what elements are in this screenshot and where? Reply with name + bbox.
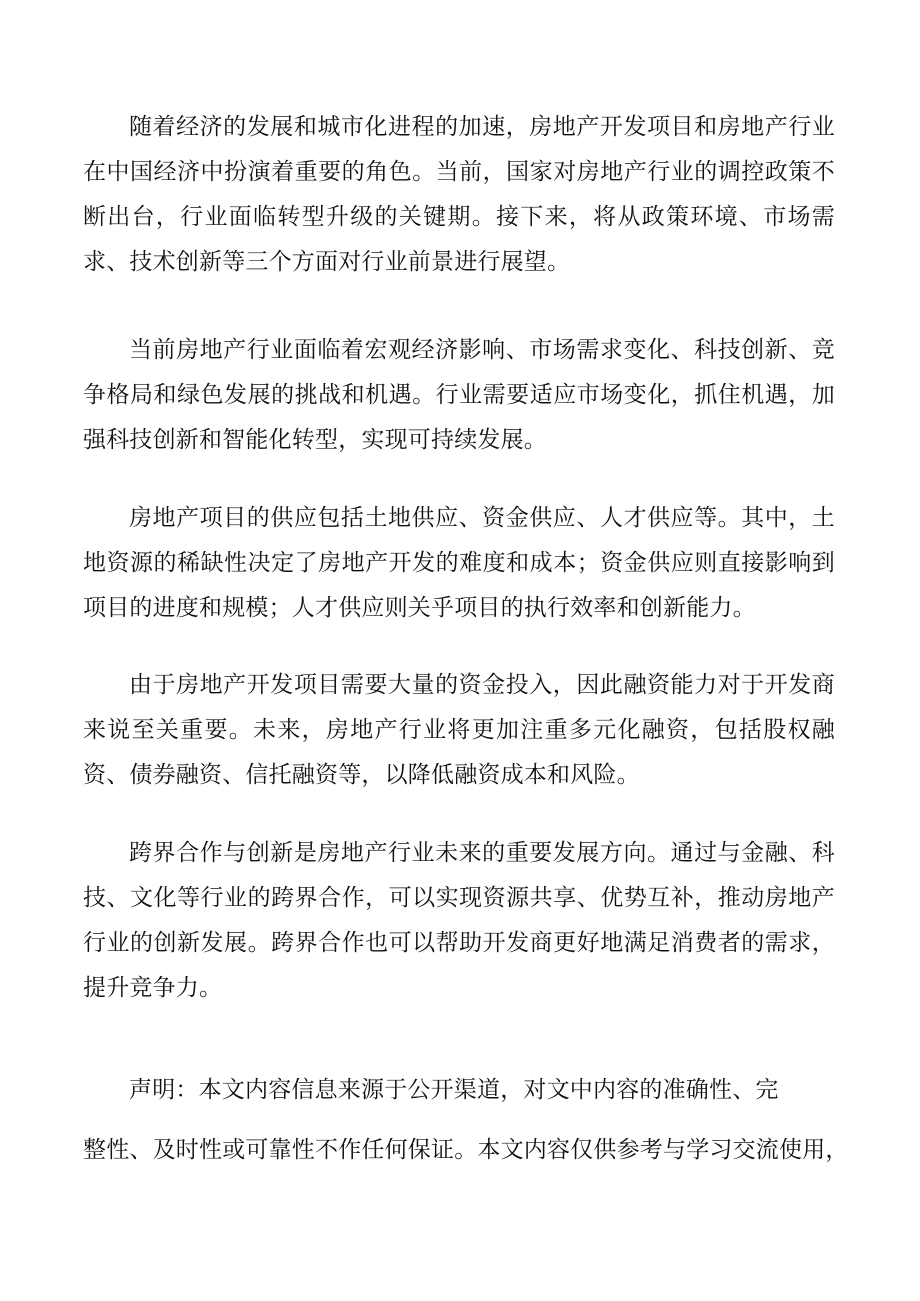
disclaimer xyxy=(83,1068,849,1173)
paragraph-5: 跨界合作与创新是房地产行业未来的重要发展方向。通过与金融、科技、文化等行业的跨界合作，可以实现资源共享、优势互补，推动房地产行业的创新发展。跨界合作也可以帮助开发商更好地满足消费者的需求，提升竞争力。 xyxy=(83,840,835,1001)
paragraph-2: 当前房地产行业面临着宏观经济影响、市场需求变化、科技创新、竞争格局和绿色发展的挑战和机遇。行业需要适应市场变化，抓住机遇，加强科技创新和智能化转型，实现可持续发展。 xyxy=(83,337,835,453)
disclaimer-line-2: 整性、及时性或可靠性不作任何保证。本文内容仅供参考与学习交流使用， xyxy=(83,1137,849,1163)
paragraph-4: 由于房地产开发项目需要大量的资金投入，因此融资能力对于开发商来说至关重要。未来，房地产行业将更加注重多元化融资，包括股权融资、债券融资、信托融资等，以降低融资成本和风险。 xyxy=(83,672,835,788)
paragraph-3: 房地产项目的供应包括土地供应、资金供应、人才供应等。其中，土地资源的稀缺性决定了房地产开发的难度和成本；资金供应则直接影响到项目的进度和规模；人才供应则关乎项目的执行效率和创新能力。 xyxy=(83,505,835,621)
paragraph-1: 随着经济的发展和城市化进程的加速，房地产开发项目和房地产行业在中国经济中扮演着重要的角色。当前，国家对房地产行业的调控政策不断出台，行业面临转型升级的关键期。接下来，将从政策环境、市场需求、技术创新等三个方面对行业前景进行展望。 xyxy=(83,114,835,275)
disclaimer-line-1: 声明：本文内容信息来源于公开渠道，对文中内容的准确性、完 xyxy=(129,1077,779,1103)
